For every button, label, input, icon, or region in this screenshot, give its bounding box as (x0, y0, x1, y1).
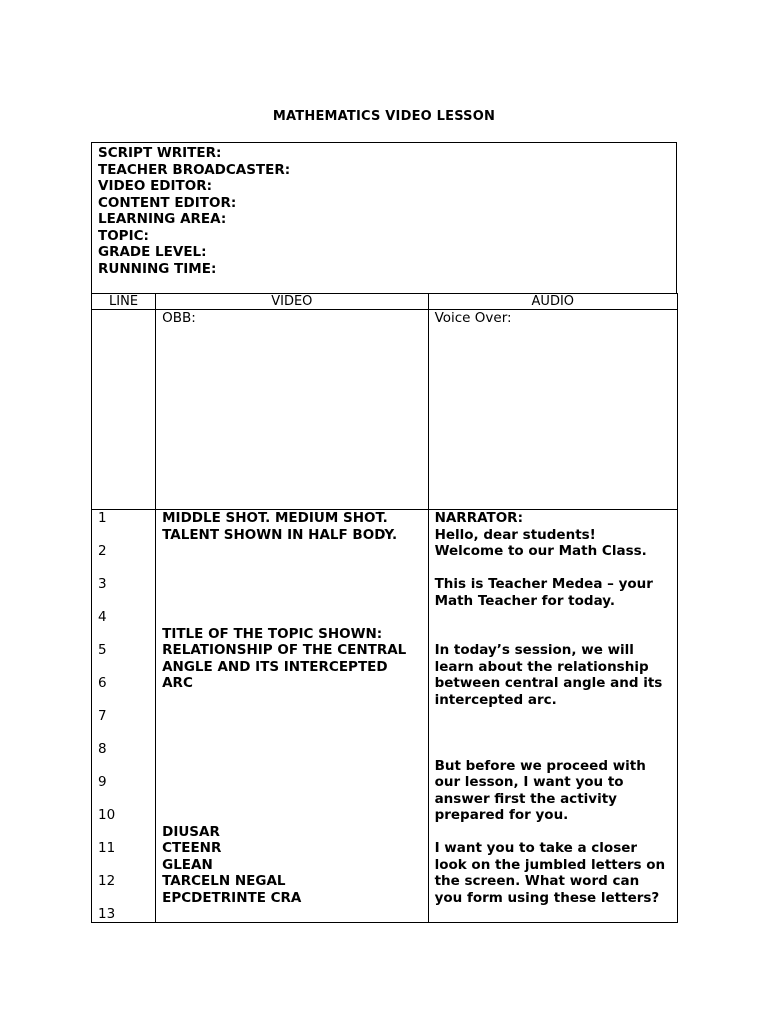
header-video: VIDEO (156, 294, 428, 310)
audio-line: intercepted arc. (434, 691, 557, 708)
line-number: 1 (98, 510, 107, 526)
audio-line: I want you to take a closer (434, 840, 638, 856)
audio-line: between central angle and its (434, 675, 663, 691)
line-number: 13 (98, 906, 116, 922)
audio-line: answer first the activity (434, 790, 617, 807)
line-number: 3 (98, 576, 107, 592)
jumbled-word: GLEAN (162, 856, 213, 873)
info-grade-level: GRADE LEVEL: (98, 244, 207, 260)
header-audio: AUDIO (428, 294, 677, 310)
narrator-label: NARRATOR: (434, 510, 523, 526)
audio-line: learn about the relationship (434, 658, 649, 675)
video-topic-line: TITLE OF THE TOPIC SHOWN: (162, 625, 383, 642)
obb-line-cell (92, 310, 156, 510)
audio-line: This is Teacher Medea – your (434, 576, 653, 592)
audio-line: look on the jumbled letters on (434, 856, 666, 873)
audio-line: Math Teacher for today. (434, 592, 615, 609)
audio-line: prepared for you. (434, 807, 569, 823)
jumbled-word: CTEENR (162, 840, 222, 856)
info-running-time: RUNNING TIME: (98, 260, 217, 277)
line-number: 7 (98, 708, 107, 724)
audio-line: In today’s session, we will (434, 642, 634, 658)
line-number: 6 (98, 675, 107, 691)
info-content-editor: CONTENT EDITOR: (98, 194, 237, 211)
audio-line: Hello, dear students! (434, 526, 596, 543)
video-text (156, 510, 427, 906)
line-number: 8 (98, 741, 107, 757)
jumbled-word: DIUSAR (162, 823, 220, 840)
line-number: 5 (98, 642, 107, 658)
obb-audio-cell (428, 310, 677, 510)
video-topic-line: RELATIONSHIP OF THE CENTRAL (162, 642, 407, 658)
script-table (91, 293, 678, 923)
jumbled-word: TARCELN NEGAL (162, 873, 286, 889)
audio-line: our lesson, I want you to (434, 774, 624, 790)
audio-line: But before we proceed with (434, 757, 646, 774)
line-number: 12 (98, 873, 116, 889)
info-topic: TOPIC: (98, 227, 149, 244)
obb-row (92, 310, 678, 510)
header-line: LINE (92, 294, 156, 310)
jumbled-word: EPCDETRINTE CRA (162, 889, 302, 906)
line-number: 4 (98, 609, 107, 625)
obb-label: OBB: (162, 310, 196, 326)
line-number: 11 (98, 840, 116, 856)
audio-line: Welcome to our Math Class. (434, 543, 647, 559)
script-body-row (92, 510, 678, 923)
line-number: 10 (98, 807, 116, 823)
info-video-editor: VIDEO EDITOR: (98, 178, 213, 194)
info-script-writer: SCRIPT WRITER: (98, 145, 222, 161)
video-cell (156, 510, 428, 923)
video-shot-line: MIDDLE SHOT. MEDIUM SHOT. (162, 510, 388, 526)
video-shot-line: TALENT SHOWN IN HALF BODY. (162, 526, 398, 543)
info-learning-area: LEARNING AREA: (98, 211, 227, 227)
audio-cell (428, 510, 677, 923)
audio-text (429, 510, 677, 906)
audio-line: you form using these letters? (434, 889, 660, 906)
video-topic-line: ARC (162, 675, 193, 691)
line-number: 2 (98, 543, 107, 559)
line-number: 9 (98, 774, 107, 790)
video-topic-line: ANGLE AND ITS INTERCEPTED (162, 658, 388, 675)
voice-over-label: Voice Over: (434, 310, 512, 326)
document-title: MATHEMATICS VIDEO LESSON (272, 109, 496, 124)
line-number-cell (92, 510, 156, 923)
info-teacher-broadcaster: TEACHER BROADCASTER: (98, 161, 291, 178)
script-info-box (91, 142, 677, 294)
audio-line: the screen. What word can (434, 873, 640, 889)
obb-video-cell (156, 310, 428, 510)
table-header-row (92, 294, 678, 310)
